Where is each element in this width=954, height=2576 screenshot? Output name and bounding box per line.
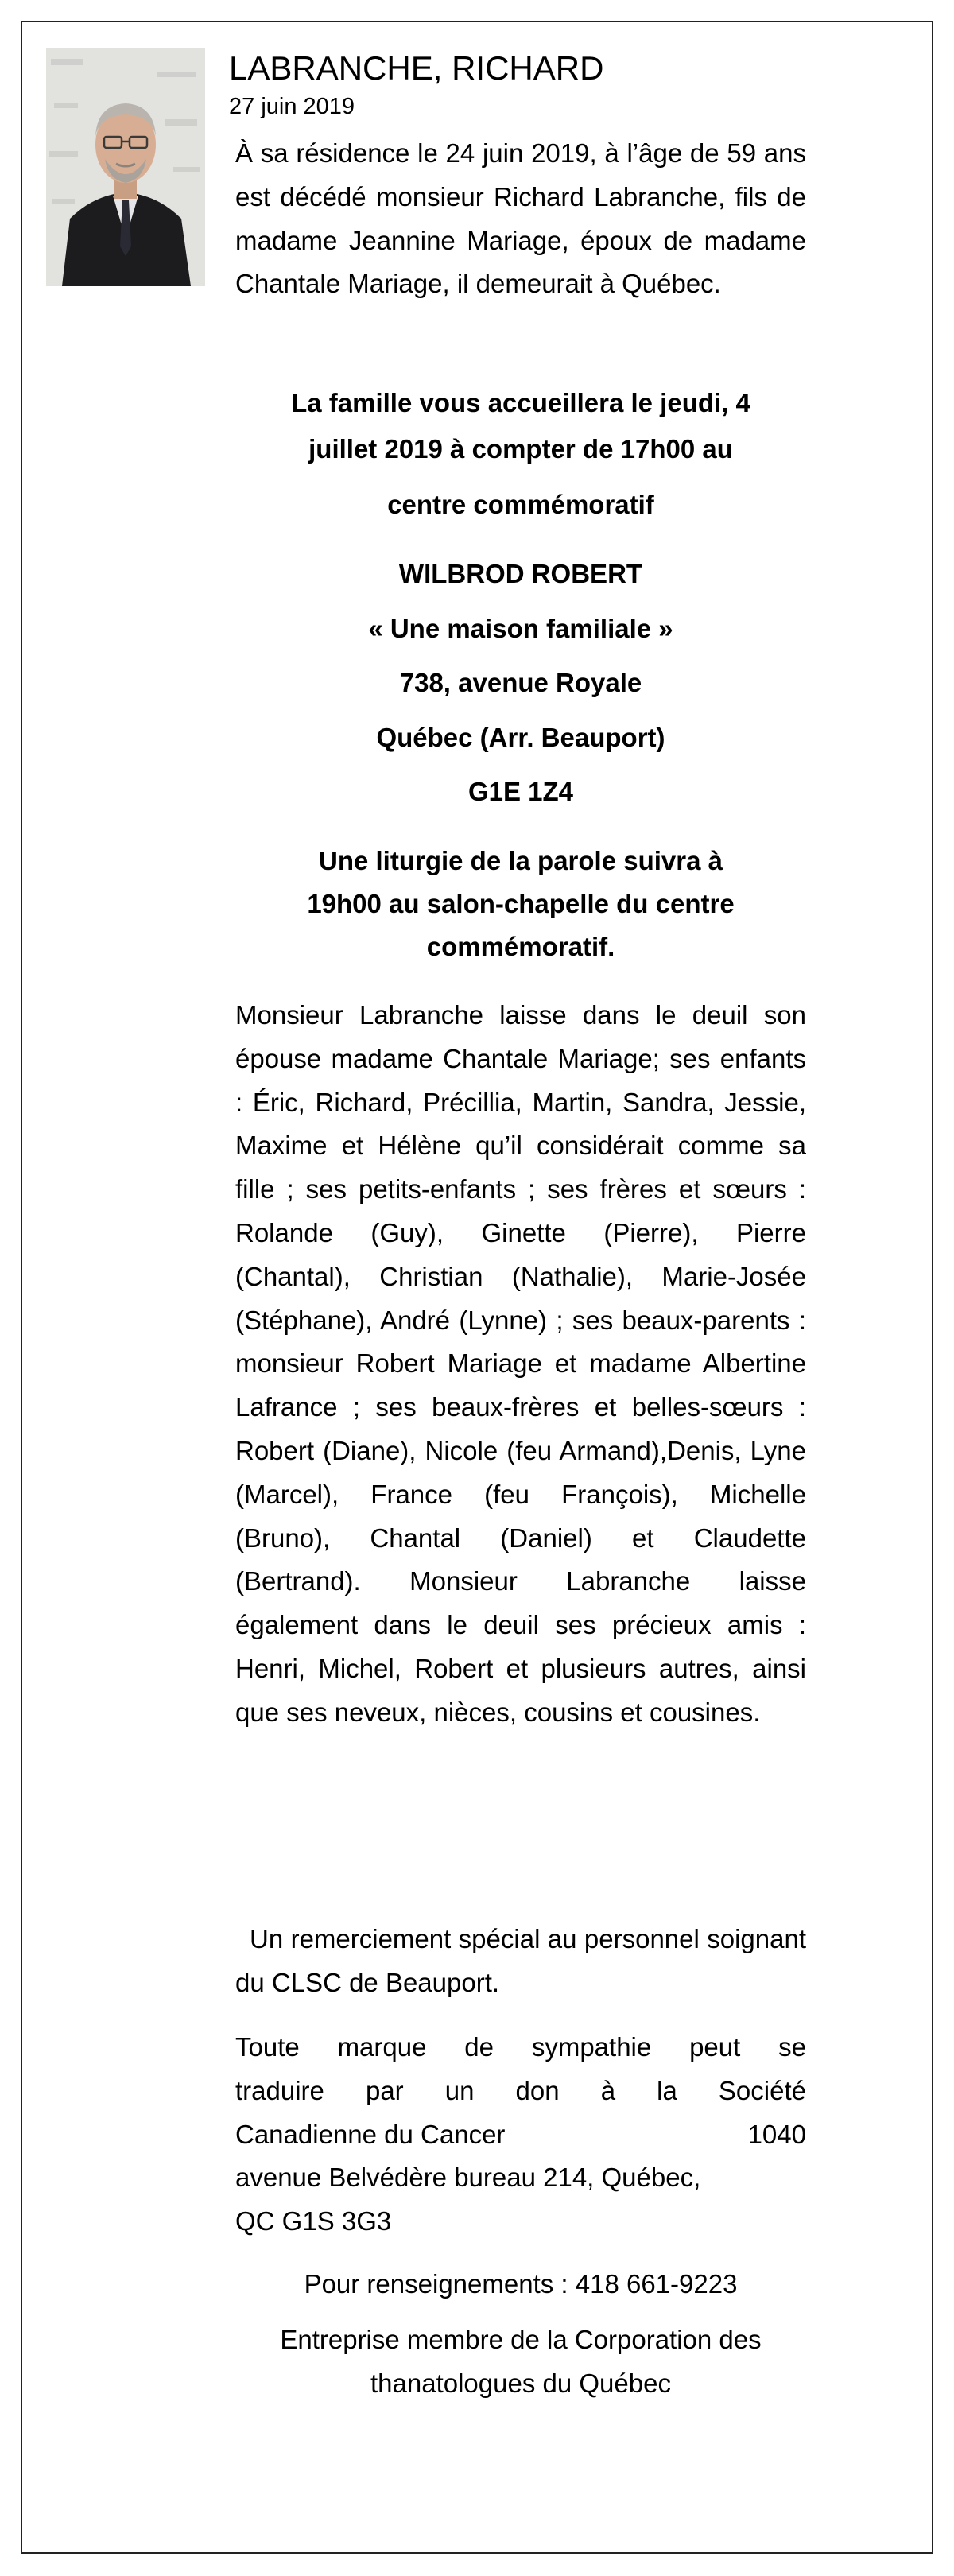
thanks-paragraph: Un remerciement spécial au personnel soignant du CLSC de Beauport. — [235, 1924, 806, 1997]
donation-org: Canadienne du Cancer — [235, 2119, 506, 2149]
donation-paragraph — [235, 2026, 806, 2244]
donation-line — [235, 2113, 806, 2157]
funeral-home-address — [235, 547, 806, 820]
donation-line: QC G1S 3G3 — [235, 2206, 392, 2237]
visitation-line: centre commémoratif — [387, 490, 654, 519]
portrait-photo — [46, 48, 205, 286]
funeral-home-city: Québec (Arr. Beauport) — [376, 722, 665, 752]
visitation-line: La famille vous accueillera le jeudi, 4 — [291, 388, 750, 417]
donation-line: Toute marque de sympathie peut se — [235, 2032, 806, 2062]
funeral-home-postal: G1E 1Z4 — [467, 777, 574, 806]
visitation-block — [235, 380, 806, 528]
liturgy-line: commémoratif. — [426, 932, 615, 961]
info-line: Pour renseignements : 418 661-9223 — [304, 2269, 738, 2299]
member-line: Entreprise membre de la Corporation des — [280, 2325, 762, 2354]
portrait-image — [46, 48, 205, 286]
member-block — [235, 2318, 806, 2406]
visitation-line: juillet 2019 à compter de 17h00 au — [308, 434, 733, 464]
deceased-name: LABRANCHE, RICHARD — [229, 49, 604, 87]
funeral-home-name: WILBROD ROBERT — [398, 559, 643, 588]
survivors-paragraph: Monsieur Labranche laisse dans le deuil son épouse madame Chantale Mariage; ses enfants : Éric, Richard, Précillia, Martin, Sandra, Jessie, Maxime et Hélène qu’il considérait comme sa fille ; ses petits-enfants ; ses frères et sœurs : Rolande (Guy), Ginette (Pierre), Pierre (Chantal), Christian (Nathalie), Marie-Josée (Stéphane), André (Lynne) ; ses beaux-parents : monsieur Robert Mariage et madame Albertine Lafrance ; ses beaux-frères et belles-sœurs : Robert (Diane), Nicole (feu Armand),Denis, Lyne (Marcel), France (feu François), Michelle (Bruno), Chantal (Daniel) et Claudette (Bertrand). Monsieur Labranche laisse également dans le deuil ses précieux amis : Henri, Michel, Robert et plusieurs autres, ainsi que ses neveux, nièces, cousins et cousines. — [235, 1000, 806, 1727]
donation-line: traduire par un don à la Société — [235, 2075, 806, 2105]
funeral-home-street: 738, avenue Royale — [399, 668, 642, 697]
liturgy-line: Une liturgie de la parole suivra à — [318, 846, 723, 875]
notice-date: 27 juin 2019 — [229, 94, 355, 119]
intro-paragraph: À sa résidence le 24 juin 2019, à l’âge de 59 ans est décédé monsieur Richard Labranche, fils de madame Jeannine Mariage, époux de madame Chantale Mariage, il demeurait à Québec. — [235, 138, 806, 299]
donation-street-number: 1040 — [747, 2119, 806, 2149]
liturgy-line: 19h00 au salon-chapelle du centre — [307, 889, 735, 918]
member-line: thanatologues du Québec — [370, 2368, 671, 2398]
funeral-home-tagline: « Une maison familiale » — [368, 613, 673, 643]
donation-line: avenue Belvédère bureau 214, Québec, — [235, 2163, 701, 2193]
liturgy-block — [235, 840, 806, 968]
